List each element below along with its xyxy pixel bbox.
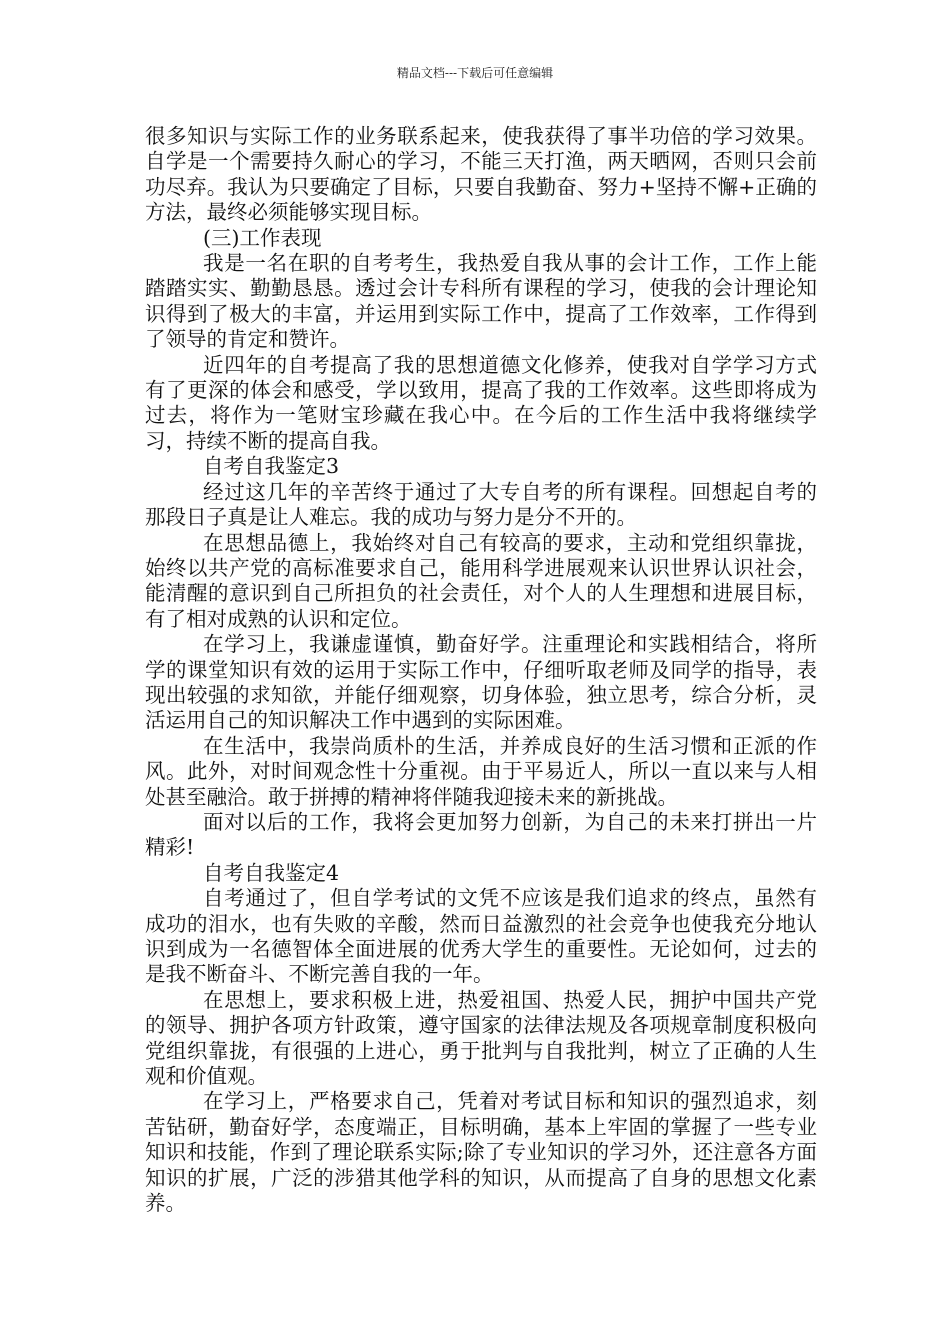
paragraph: 在学习上，我谦虚谨慎，勤奋好学。注重理论和实践相结合，将所学的课堂知识有效的运用于实际工作中，仔细听取老师及同学的指导，表现出较强的求知欲，并能仔细观察，切身体验，独立思考，综合分析，灵活运用自己的知识解决工作中遇到的实际困难。 bbox=[145, 632, 817, 733]
page-header: 精品文档---下载后可任意编辑 bbox=[396, 66, 554, 80]
section-heading: 自考自我鉴定4 bbox=[203, 860, 340, 885]
paragraph: 经过这几年的辛苦终于通过了大专自考的所有课程。回想起自考的那段日子真是让人难忘。我的成功与努力是分不开的。 bbox=[145, 479, 817, 530]
paragraph: 面对以后的工作，我将会更加努力创新，为自己的未来打拼出一片精彩! bbox=[145, 809, 817, 860]
paragraph: 我是一名在职的自考考生，我热爱自我从事的会计工作，工作上能踏踏实实、勤勤恳恳。透过会计专科所有课程的学习，使我的会计理论知识得到了极大的丰富，并运用到实际工作中，提高了工作效率，工作得到了领导的肯定和赞许。 bbox=[145, 251, 817, 352]
paragraph: 在生活中，我崇尚质朴的生活，并养成良好的生活习惯和正派的作风。此外，对时间观念性十分重视。由于平易近人，所以一直以来与人相处甚至融洽。敢于拼搏的精神将伴随我迎接未来的新挑战。 bbox=[145, 733, 817, 809]
paragraph: 近四年的自考提高了我的思想道德文化修养，使我对自学学习方式有了更深的体会和感受，学以致用，提高了我的工作效率。这些即将成为过去，将作为一笔财宝珍藏在我心中。在今后的工作生活中我将继续学习，持续不断的提高自我。 bbox=[145, 352, 817, 453]
document-body bbox=[145, 124, 817, 1216]
paragraph: 在思想品德上，我始终对自己有较高的要求，主动和党组织靠拢，始终以共产党的高标准要求自己，能用科学进展观来认识世界认识社会，能清醒的意识到自己所担负的社会责任，对个人的人生理想和进展目标，有了相对成熟的认识和定位。 bbox=[145, 530, 817, 631]
section-heading: (三)工作表现 bbox=[203, 225, 322, 250]
paragraph: 在思想上，要求积极上进，热爱祖国、热爱人民，拥护中国共产党的领导、拥护各项方针政策，遵守国家的法律法规及各项规章制度积极向党组织靠拢，有很强的上进心，勇于批判与自我批判，树立了正确的人生观和价值观。 bbox=[145, 987, 817, 1089]
paragraph: 自考通过了，但自学考试的文凭不应该是我们追求的终点，虽然有成功的泪水，也有失败的辛酸，然而日益激烈的社会竞争也使我充分地认识到成为一名德智体全面进展的优秀大学生的重要性。无论如何，过去的是我不断奋斗、不断完善自我的一年。 bbox=[145, 886, 817, 987]
section-heading: 自考自我鉴定3 bbox=[203, 454, 340, 479]
paragraph: 很多知识与实际工作的业务联系起来，使我获得了事半功倍的学习效果。自学是一个需要持久耐心的学习，不能三天打渔，两天晒网，否则只会前功尽弃。我认为只要确定了目标，只要自我勤奋、努力+坚持不懈+正确的方法，最终必须能够实现目标。 bbox=[145, 124, 817, 225]
paragraph: 在学习上，严格要求自己，凭着对考试目标和知识的强烈追求，刻苦钻研，勤奋好学，态度端正，目标明确，基本上牢固的掌握了一些专业知识和技能，作到了理论联系实际;除了专业知识的学习外，还注意各方面知识的扩展，广泛的涉猎其他学科的知识，从而提高了自身的思想文化素养。 bbox=[145, 1089, 817, 1216]
